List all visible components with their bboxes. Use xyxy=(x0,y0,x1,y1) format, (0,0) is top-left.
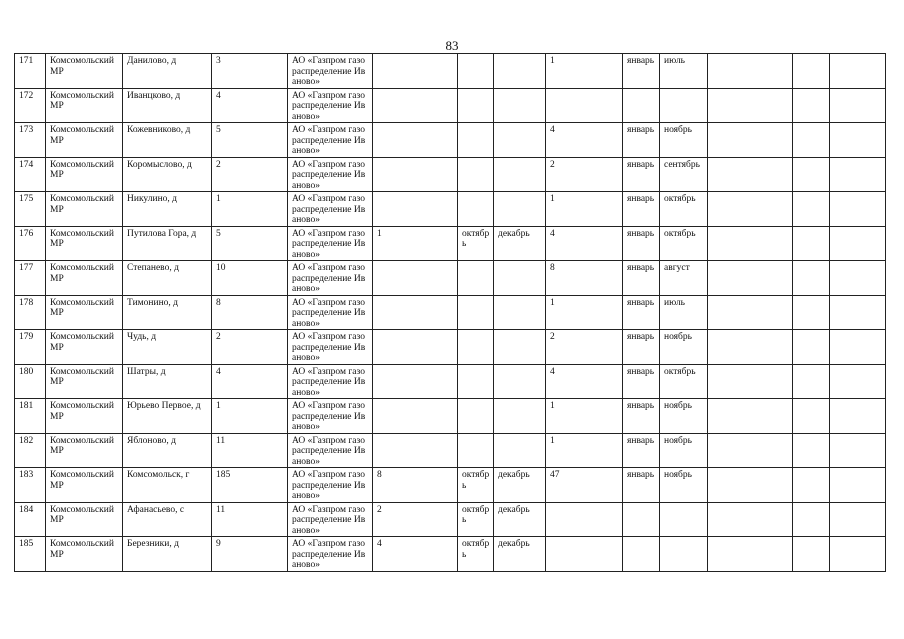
empty-cell xyxy=(830,399,886,434)
empty-cell xyxy=(708,123,793,158)
quantity-cell xyxy=(373,261,458,296)
organization-cell: АО «Газпром газораспределение Иваново» xyxy=(288,364,373,399)
organization-cell: АО «Газпром газораспределение Иваново» xyxy=(288,502,373,537)
table-row xyxy=(15,261,886,296)
empty-cell xyxy=(793,295,830,330)
empty-cell xyxy=(830,54,886,89)
table-row xyxy=(15,433,886,468)
row-number-cell: 176 xyxy=(15,226,46,261)
quantity-cell: 4 xyxy=(546,226,623,261)
row-number-cell: 173 xyxy=(15,123,46,158)
end-month-cell: июль xyxy=(660,295,708,330)
quantity-cell: 1 xyxy=(546,54,623,89)
quantity-cell: 1 xyxy=(546,295,623,330)
start-month-cell: январь xyxy=(623,54,660,89)
quantity-cell: 4 xyxy=(373,537,458,572)
end-month-cell: ноябрь xyxy=(660,399,708,434)
empty-cell xyxy=(708,364,793,399)
start-month-cell xyxy=(458,364,494,399)
table-row xyxy=(15,364,886,399)
organization-cell: АО «Газпром газораспределение Иваново» xyxy=(288,399,373,434)
empty-cell xyxy=(830,502,886,537)
empty-cell xyxy=(830,295,886,330)
quantity-cell xyxy=(546,502,623,537)
locality-cell: Березники, д xyxy=(123,537,212,572)
end-month-cell xyxy=(494,261,546,296)
empty-cell xyxy=(708,502,793,537)
table-row xyxy=(15,226,886,261)
start-month-cell xyxy=(458,88,494,123)
end-month-cell: декабрь xyxy=(494,502,546,537)
table-body xyxy=(15,54,886,572)
end-month-cell: ноябрь xyxy=(660,123,708,158)
district-cell: Комсомольский МР xyxy=(46,261,123,296)
row-number-cell: 179 xyxy=(15,330,46,365)
row-number-cell: 185 xyxy=(15,537,46,572)
quantity-cell xyxy=(546,537,623,572)
count-cell: 1 xyxy=(212,192,288,227)
organization-cell: АО «Газпром газораспределение Иваново» xyxy=(288,261,373,296)
start-month-cell: октябрь xyxy=(458,226,494,261)
table-row xyxy=(15,399,886,434)
empty-cell xyxy=(830,226,886,261)
locality-cell: Кожевниково, д xyxy=(123,123,212,158)
start-month-cell: январь xyxy=(623,226,660,261)
locality-cell: Яблоново, д xyxy=(123,433,212,468)
start-month-cell: январь xyxy=(623,468,660,503)
row-number-cell: 184 xyxy=(15,502,46,537)
empty-cell xyxy=(793,123,830,158)
end-month-cell xyxy=(660,502,708,537)
start-month-cell xyxy=(623,502,660,537)
locality-cell: Чудь, д xyxy=(123,330,212,365)
organization-cell: АО «Газпром газораспределение Иваново» xyxy=(288,433,373,468)
count-cell: 3 xyxy=(212,54,288,89)
end-month-cell: июль xyxy=(660,54,708,89)
district-cell: Комсомольский МР xyxy=(46,502,123,537)
start-month-cell xyxy=(458,433,494,468)
empty-cell xyxy=(793,364,830,399)
end-month-cell: октябрь xyxy=(660,192,708,227)
empty-cell xyxy=(708,330,793,365)
table-row xyxy=(15,123,886,158)
organization-cell: АО «Газпром газораспределение Иваново» xyxy=(288,123,373,158)
empty-cell xyxy=(708,192,793,227)
row-number-cell: 174 xyxy=(15,157,46,192)
end-month-cell: август xyxy=(660,261,708,296)
start-month-cell: январь xyxy=(623,330,660,365)
row-number-cell: 177 xyxy=(15,261,46,296)
quantity-cell: 4 xyxy=(546,364,623,399)
end-month-cell xyxy=(660,537,708,572)
empty-cell xyxy=(830,261,886,296)
start-month-cell xyxy=(458,157,494,192)
organization-cell: АО «Газпром газораспределение Иваново» xyxy=(288,330,373,365)
count-cell: 5 xyxy=(212,226,288,261)
empty-cell xyxy=(708,88,793,123)
table-row xyxy=(15,537,886,572)
quantity-cell: 8 xyxy=(373,468,458,503)
organization-cell: АО «Газпром газораспределение Иваново» xyxy=(288,157,373,192)
end-month-cell xyxy=(494,364,546,399)
row-number-cell: 175 xyxy=(15,192,46,227)
empty-cell xyxy=(793,88,830,123)
organization-cell: АО «Газпром газораспределение Иваново» xyxy=(288,54,373,89)
locality-cell: Комсомольск, г xyxy=(123,468,212,503)
table-row xyxy=(15,330,886,365)
page-number: 83 xyxy=(445,38,459,53)
locality-cell: Юрьево Первое, д xyxy=(123,399,212,434)
locality-cell: Шатры, д xyxy=(123,364,212,399)
end-month-cell xyxy=(494,157,546,192)
end-month-cell: октябрь xyxy=(660,364,708,399)
empty-cell xyxy=(708,295,793,330)
locality-cell: Путилова Гора, д xyxy=(123,226,212,261)
district-cell: Комсомольский МР xyxy=(46,88,123,123)
table-row xyxy=(15,157,886,192)
empty-cell xyxy=(793,433,830,468)
empty-cell xyxy=(830,123,886,158)
start-month-cell xyxy=(623,537,660,572)
end-month-cell xyxy=(494,295,546,330)
table-row xyxy=(15,502,886,537)
end-month-cell xyxy=(660,88,708,123)
start-month-cell: январь xyxy=(623,364,660,399)
district-cell: Комсомольский МР xyxy=(46,468,123,503)
count-cell: 185 xyxy=(212,468,288,503)
count-cell: 9 xyxy=(212,537,288,572)
start-month-cell: октябрь xyxy=(458,502,494,537)
end-month-cell: ноябрь xyxy=(660,433,708,468)
start-month-cell xyxy=(458,295,494,330)
start-month-cell xyxy=(458,399,494,434)
empty-cell xyxy=(793,468,830,503)
end-month-cell xyxy=(494,88,546,123)
row-number-cell: 178 xyxy=(15,295,46,330)
locality-cell: Никулино, д xyxy=(123,192,212,227)
table-row xyxy=(15,88,886,123)
empty-cell xyxy=(708,157,793,192)
empty-cell xyxy=(793,330,830,365)
empty-cell xyxy=(830,88,886,123)
empty-cell xyxy=(830,468,886,503)
organization-cell: АО «Газпром газораспределение Иваново» xyxy=(288,192,373,227)
end-month-cell: ноябрь xyxy=(660,330,708,365)
organization-cell: АО «Газпром газораспределение Иваново» xyxy=(288,468,373,503)
quantity-cell: 8 xyxy=(546,261,623,296)
start-month-cell: октябрь xyxy=(458,468,494,503)
end-month-cell: октябрь xyxy=(660,226,708,261)
locality-cell: Иванцково, д xyxy=(123,88,212,123)
schedule-table xyxy=(14,53,886,572)
empty-cell xyxy=(708,468,793,503)
count-cell: 10 xyxy=(212,261,288,296)
end-month-cell xyxy=(494,123,546,158)
count-cell: 11 xyxy=(212,433,288,468)
start-month-cell: январь xyxy=(623,261,660,296)
quantity-cell xyxy=(373,192,458,227)
quantity-cell: 1 xyxy=(546,192,623,227)
start-month-cell: январь xyxy=(623,157,660,192)
start-month-cell: январь xyxy=(623,123,660,158)
quantity-cell: 2 xyxy=(546,157,623,192)
empty-cell xyxy=(793,192,830,227)
start-month-cell: январь xyxy=(623,399,660,434)
district-cell: Комсомольский МР xyxy=(46,54,123,89)
district-cell: Комсомольский МР xyxy=(46,226,123,261)
start-month-cell: январь xyxy=(623,295,660,330)
empty-cell xyxy=(830,364,886,399)
quantity-cell xyxy=(373,330,458,365)
empty-cell xyxy=(793,54,830,89)
row-number-cell: 180 xyxy=(15,364,46,399)
end-month-cell: декабрь xyxy=(494,537,546,572)
empty-cell xyxy=(830,330,886,365)
quantity-cell: 2 xyxy=(373,502,458,537)
quantity-cell xyxy=(373,123,458,158)
table-row xyxy=(15,468,886,503)
start-month-cell xyxy=(458,54,494,89)
empty-cell xyxy=(708,54,793,89)
locality-cell: Афанасьево, с xyxy=(123,502,212,537)
count-cell: 4 xyxy=(212,88,288,123)
start-month-cell: октябрь xyxy=(458,537,494,572)
end-month-cell: декабрь xyxy=(494,226,546,261)
start-month-cell: январь xyxy=(623,433,660,468)
end-month-cell xyxy=(494,192,546,227)
district-cell: Комсомольский МР xyxy=(46,433,123,468)
table-row xyxy=(15,295,886,330)
empty-cell xyxy=(793,537,830,572)
end-month-cell xyxy=(494,433,546,468)
quantity-cell xyxy=(373,295,458,330)
locality-cell: Степанево, д xyxy=(123,261,212,296)
quantity-cell: 2 xyxy=(546,330,623,365)
empty-cell xyxy=(830,537,886,572)
district-cell: Комсомольский МР xyxy=(46,399,123,434)
count-cell: 2 xyxy=(212,157,288,192)
empty-cell xyxy=(793,157,830,192)
quantity-cell xyxy=(546,88,623,123)
count-cell: 5 xyxy=(212,123,288,158)
start-month-cell xyxy=(458,123,494,158)
quantity-cell xyxy=(373,399,458,434)
quantity-cell: 1 xyxy=(546,433,623,468)
quantity-cell: 1 xyxy=(373,226,458,261)
row-number-cell: 171 xyxy=(15,54,46,89)
empty-cell xyxy=(793,502,830,537)
empty-cell xyxy=(708,399,793,434)
district-cell: Комсомольский МР xyxy=(46,192,123,227)
locality-cell: Даниловo, д xyxy=(123,54,212,89)
end-month-cell xyxy=(494,330,546,365)
count-cell: 8 xyxy=(212,295,288,330)
end-month-cell xyxy=(494,54,546,89)
start-month-cell xyxy=(623,88,660,123)
end-month-cell xyxy=(494,399,546,434)
organization-cell: АО «Газпром газораспределение Иваново» xyxy=(288,295,373,330)
district-cell: Комсомольский МР xyxy=(46,123,123,158)
start-month-cell xyxy=(458,330,494,365)
empty-cell xyxy=(793,399,830,434)
row-number-cell: 181 xyxy=(15,399,46,434)
empty-cell xyxy=(708,537,793,572)
quantity-cell: 47 xyxy=(546,468,623,503)
row-number-cell: 182 xyxy=(15,433,46,468)
row-number-cell: 183 xyxy=(15,468,46,503)
empty-cell xyxy=(830,433,886,468)
empty-cell xyxy=(708,261,793,296)
organization-cell: АО «Газпром газораспределение Иваново» xyxy=(288,537,373,572)
locality-cell: Тимонино, д xyxy=(123,295,212,330)
empty-cell xyxy=(830,192,886,227)
district-cell: Комсомольский МР xyxy=(46,295,123,330)
district-cell: Комсомольский МР xyxy=(46,364,123,399)
quantity-cell xyxy=(373,54,458,89)
end-month-cell: ноябрь xyxy=(660,468,708,503)
start-month-cell: январь xyxy=(623,192,660,227)
start-month-cell xyxy=(458,261,494,296)
end-month-cell: сентябрь xyxy=(660,157,708,192)
count-cell: 1 xyxy=(212,399,288,434)
quantity-cell xyxy=(373,433,458,468)
quantity-cell xyxy=(373,88,458,123)
organization-cell: АО «Газпром газораспределение Иваново» xyxy=(288,226,373,261)
end-month-cell: декабрь xyxy=(494,468,546,503)
empty-cell xyxy=(830,157,886,192)
district-cell: Комсомольский МР xyxy=(46,537,123,572)
start-month-cell xyxy=(458,192,494,227)
district-cell: Комсомольский МР xyxy=(46,330,123,365)
count-cell: 4 xyxy=(212,364,288,399)
quantity-cell: 4 xyxy=(546,123,623,158)
empty-cell xyxy=(793,226,830,261)
table-row xyxy=(15,192,886,227)
count-cell: 11 xyxy=(212,502,288,537)
quantity-cell xyxy=(373,157,458,192)
empty-cell xyxy=(708,226,793,261)
locality-cell: Коромыслово, д xyxy=(123,157,212,192)
quantity-cell xyxy=(373,364,458,399)
empty-cell xyxy=(793,261,830,296)
count-cell: 2 xyxy=(212,330,288,365)
district-cell: Комсомольский МР xyxy=(46,157,123,192)
row-number-cell: 172 xyxy=(15,88,46,123)
empty-cell xyxy=(708,433,793,468)
organization-cell: АО «Газпром газораспределение Иваново» xyxy=(288,88,373,123)
table-row xyxy=(15,54,886,89)
quantity-cell: 1 xyxy=(546,399,623,434)
